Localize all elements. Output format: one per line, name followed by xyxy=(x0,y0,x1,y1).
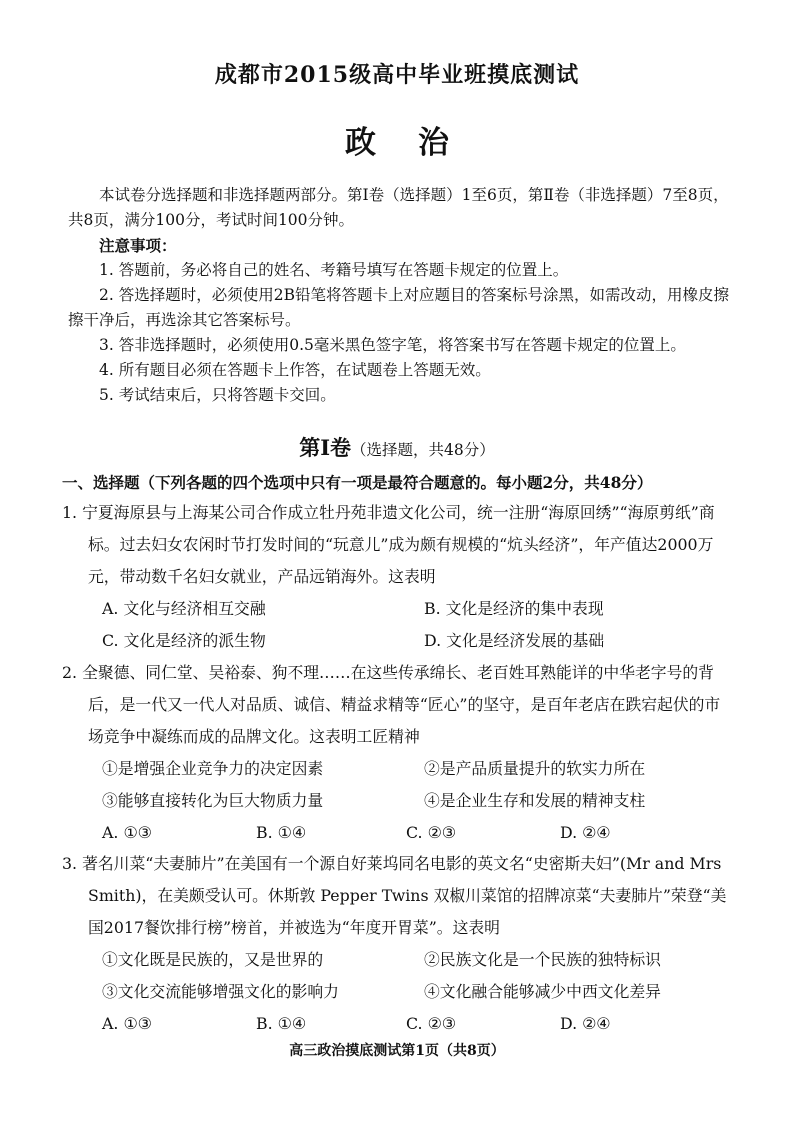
notice-item: 3. 答非选择题时，必须使用0.5毫米黑色签字笔，将答案书写在答题卡规定的位置上。 xyxy=(99,336,686,354)
option-b: B. ①④ xyxy=(256,1014,306,1033)
options-row xyxy=(88,625,734,657)
statement-3: ③文化交流能够增强文化的影响力 xyxy=(102,982,339,1001)
part-heading: 一、选择题（下列各题的四个选项中只有一项是最符合题意的。每小题2分，共48分） xyxy=(62,473,653,492)
statement-3: ③能够直接转化为巨大物质力量 xyxy=(102,791,324,810)
statement-1: ①文化既是民族的，又是世界的 xyxy=(102,950,324,969)
option-a: A. 文化与经济相互交融 xyxy=(102,599,266,618)
section-title: 第Ⅰ卷 xyxy=(299,435,352,460)
option-b: B. ①④ xyxy=(256,823,306,842)
question-3 xyxy=(62,848,734,1040)
option-d: D. ②④ xyxy=(560,823,611,842)
notice-item: 5. 考试结束后，只将答题卡交回。 xyxy=(99,386,336,404)
statements-row xyxy=(88,785,734,817)
page-footer: 高三政治摸底测试第1页（共8页） xyxy=(289,1043,505,1059)
question-2 xyxy=(62,657,734,849)
intro-text: 本试卷分选择题和非选择题两部分。第Ⅰ卷（选择题）1至6页，第Ⅱ卷（非选择题）7至8页，共8页，满分100分，考试时间100分钟。 xyxy=(68,186,729,229)
statements-row xyxy=(88,976,734,1008)
option-a: A. ①③ xyxy=(102,823,152,842)
question-stem: 3. 著名川菜“夫妻肺片”在美国有一个源自好莱坞同名电影的英文名“史密斯夫妇”(Mr and Mrs Smith)，在美颇受认可。休斯敦 Pepper Twins 双椒川菜馆的招牌凉菜“夫妻肺片”荣登“美国2017餐饮排行榜”榜首，并被选为“年度开胃菜”。这表明 xyxy=(62,854,727,937)
subject-title: 政治 xyxy=(345,125,491,161)
options-row xyxy=(88,817,734,849)
section-heading xyxy=(0,432,794,462)
statement-2: ②是产品质量提升的软实力所在 xyxy=(424,759,646,778)
options-row xyxy=(88,593,734,625)
option-d: D. ②④ xyxy=(560,1014,611,1033)
statement-4: ④文化融合能够减少中西文化差异 xyxy=(424,982,661,1001)
instructions xyxy=(68,183,738,408)
notice-title: 注意事项： xyxy=(99,236,177,255)
option-c: C. ②③ xyxy=(406,823,456,842)
question-stem: 2. 全聚德、同仁堂、吴裕泰、狗不理……在这些传承绵长、老百姓耳熟能详的中华老字号的背后，是一代又一代人对品质、诚信、精益求精等“匠心”的坚守，是百年老店在跌宕起伏的市场竞争中凝练而成的品牌文化。这表明工匠精神 xyxy=(62,663,721,746)
notice-item: 4. 所有题目必须在答题卡上作答，在试题卷上答题无效。 xyxy=(99,361,491,379)
option-b: B. 文化是经济的集中表现 xyxy=(424,599,604,618)
question-stem: 1. 宁夏海原县与上海某公司合作成立牡丹苑非遗文化公司，统一注册“海原回绣”“海原剪纸”商标。过去妇女农闲时节打发时间的“玩意儿”成为颇有规模的“炕头经济”，年产值达2000万元，带动数千名妇女就业，产品远销海外。这表明 xyxy=(62,503,715,586)
section-subtitle: （选择题，共48分） xyxy=(351,441,495,459)
option-d: D. 文化是经济发展的基础 xyxy=(424,631,605,650)
statement-2: ②民族文化是一个民族的独特标识 xyxy=(424,950,661,969)
statements-row xyxy=(88,753,734,785)
option-a: A. ①③ xyxy=(102,1014,152,1033)
options-row xyxy=(88,1008,734,1040)
statement-1: ①是增强企业竞争力的决定因素 xyxy=(102,759,324,778)
question-1 xyxy=(62,497,734,657)
option-c: C. 文化是经济的派生物 xyxy=(102,631,266,650)
statement-4: ④是企业生存和发展的精神支柱 xyxy=(424,791,646,810)
notice-item: 2. 答选择题时，必须使用2B铅笔将答题卡上对应题目的答案标号涂黑，如需改动，用橡皮擦擦干净后，再选涂其它答案标号。 xyxy=(68,286,729,329)
notice-item: 1. 答题前，务必将自己的姓名、考籍号填写在答题卡规定的位置上。 xyxy=(99,261,569,279)
notice-list xyxy=(68,258,738,408)
option-c: C. ②③ xyxy=(406,1014,456,1033)
statements-row xyxy=(88,944,734,976)
exam-title: 成都市2015级高中毕业班摸底测试 xyxy=(214,62,580,88)
